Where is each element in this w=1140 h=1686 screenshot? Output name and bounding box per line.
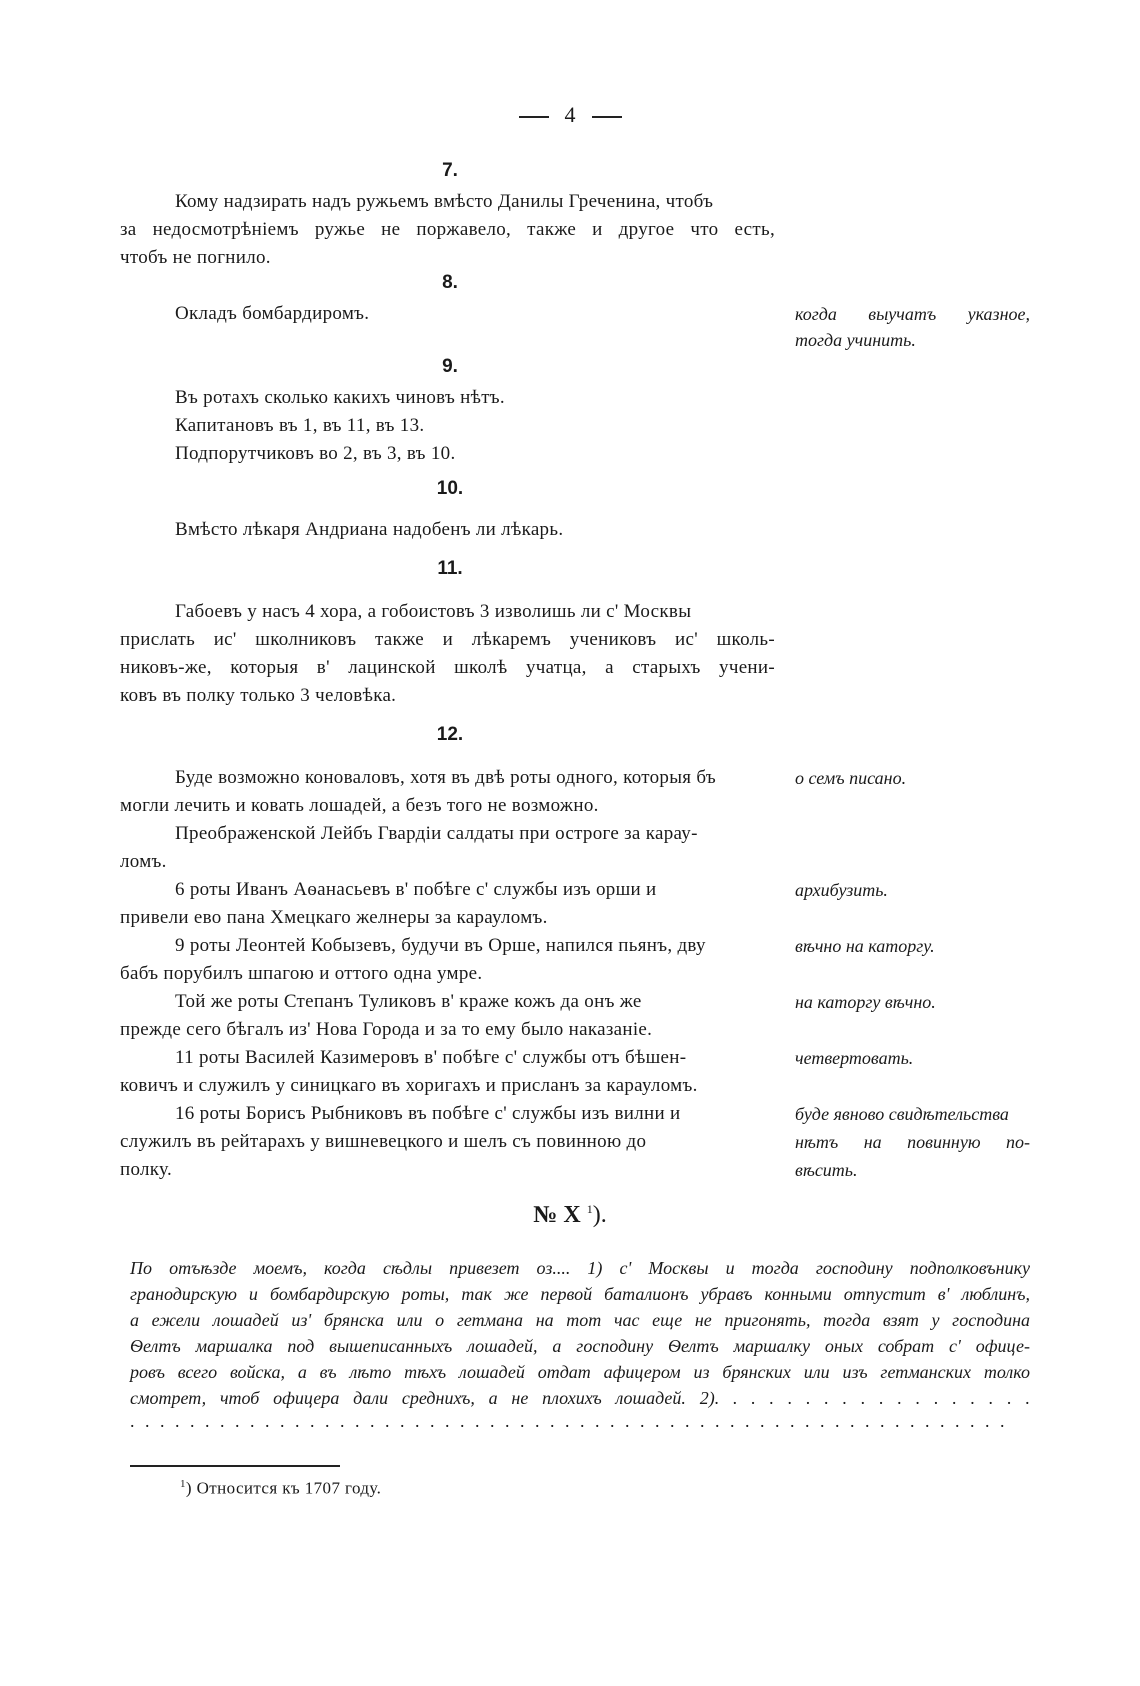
letter-line: По отъѣзде моемъ, когда сѣдлы привезет оз.... 1) с' Москвы и тогда господину подполковънику — [130, 1258, 1030, 1278]
section-text-line: чтобъ не погнило. — [120, 247, 271, 268]
heading-text: № X — [533, 1202, 581, 1228]
document-heading — [0, 1202, 1140, 1229]
section-text-line: Кому надзирать надъ ружьемъ вмѣсто Данилы Греченина, чтобъ — [175, 191, 714, 212]
margin-note: тогда учинить. — [795, 330, 916, 350]
margin-note: нѣтъ на повинную по- — [795, 1132, 1030, 1152]
section-text-line: Капитановъ въ 1, въ 11, въ 13. — [175, 415, 425, 436]
section-text-line: Габоевъ у насъ 4 хора, а гобоистовъ 3 изволишь ли с' Москвы — [175, 601, 692, 622]
entry-text-line: полку. — [120, 1159, 173, 1180]
section-text-line: Вмѣсто лѣкаря Андриана надобенъ ли лѣкарь. — [175, 519, 564, 540]
section-text-line: Въ ротахъ сколько какихъ чиновъ нѣтъ. — [175, 387, 505, 408]
entry-text-line: бабъ порубилъ шпагою и оттого одна умре. — [120, 963, 483, 984]
page-number-dash-left — [519, 116, 549, 118]
margin-note: четвертовать. — [795, 1048, 914, 1068]
margin-note: буде явново свидѣтельства — [795, 1104, 1009, 1124]
footnote-text: ) Относится къ 1707 году. — [185, 1478, 382, 1498]
section-number: 9. — [442, 356, 458, 377]
section-text-line: Буде возможно коноваловъ, хотя въ двѣ роты одного, которыя бъ — [175, 767, 716, 788]
section-text-line: Окладъ бомбардиромъ. — [175, 303, 370, 324]
letter-line: гранодирскую и бомбардирскую роты, так же первой баталионъ убравъ конными отпустит в' люблинъ, — [130, 1284, 1030, 1304]
margin-note: вѣчно на каторгу. — [795, 936, 935, 956]
page-number — [0, 102, 1140, 128]
margin-note: архибузить. — [795, 880, 888, 900]
section-text-line: никовъ-же, которыя в' лацинской школѣ учатца, а старыхъ учени- — [120, 657, 775, 678]
margin-note: о семъ писано. — [795, 768, 907, 788]
section-number: 12. — [436, 724, 464, 745]
section-number: 7. — [442, 160, 458, 181]
letter-line: а ежели лошадей из' брянска или о гетмана на тот час еще не пригонять, тогда взят у господина — [130, 1310, 1030, 1330]
ellipsis-line: . . . . . . . . . . . . . . . . . . . . . . . . . . . . . . . . . . . . . . . . . . . . . . . . . . . . . . . . . . . — [130, 1411, 1008, 1431]
entry-text-line: прежде сего бѣгалъ из' Нова Города и за то ему было наказаніе. — [120, 1019, 653, 1040]
section-text-line: Подпорутчиковъ во 2, въ 3, въ 10. — [175, 443, 456, 464]
entry-text-line: привели ево пана Хмецкаго желнеры за карауломъ. — [120, 907, 548, 928]
margin-note: вѣсить. — [795, 1160, 858, 1180]
entry-text-line: Той же роты Степанъ Туликовъ в' краже кожъ да онъ же — [175, 991, 642, 1012]
entry-text-line: ковичъ и служилъ у синицкаго въ хоригахъ и присланъ за карауломъ. — [120, 1075, 698, 1096]
section-text-line: могли лечить и ковать лошадей, а безъ того не возможно. — [120, 795, 599, 816]
entry-text-line: 6 роты Иванъ Аѳанасьевъ в' побѣге с' службы изъ орши и — [175, 879, 657, 900]
heading-suffix: ). — [592, 1202, 607, 1228]
section-number: 11. — [437, 558, 463, 579]
entry-text-line: ломъ. — [120, 851, 167, 872]
letter-line: ровъ всего войска, а въ лѣто тѣхъ лошадей отдат афицером из брянских или изъ гетманских толко — [130, 1362, 1030, 1382]
footnote-mark: 1 — [180, 1478, 186, 1490]
page-number-text: 4 — [564, 102, 576, 127]
section-text-line: прислать ис' школниковъ также и лѣкаремъ учениковъ ис' школь- — [120, 629, 775, 650]
letter-line: смотрет, чтоб офицера дали среднихъ, а не плохихъ лошадей. 2). . . . . . . . . . . . . . . . . . — [130, 1388, 1030, 1408]
footnote-reference: 1 — [586, 1202, 593, 1216]
margin-note: когда выучатъ указное, — [795, 304, 1030, 324]
entry-text-line: Преображенской Лейбъ Гвардіи салдаты при остроге за карау- — [175, 823, 698, 844]
entry-text-line: 16 роты Борисъ Рыбниковъ въ побѣге с' службы изъ вилни и — [175, 1103, 681, 1124]
entry-text-line: 11 роты Василей Казимеровъ в' побѣге с' службы отъ бѣшен- — [175, 1047, 687, 1068]
letter-line: Ѳелтъ маршалка под вышеписанныхъ лошадей, а господину Ѳелтъ маршалку оных собрат с' офице- — [130, 1336, 1030, 1356]
entry-text-line: служилъ въ рейтарахъ у вишневецкого и шелъ съ повинною до — [120, 1131, 647, 1152]
footnote-rule — [130, 1465, 340, 1467]
section-number: 10. — [436, 478, 464, 499]
entry-text-line: 9 роты Леонтей Кобызевъ, будучи въ Орше, напился пьянъ, дву — [175, 935, 706, 956]
section-number: 8. — [442, 272, 458, 293]
margin-note: на каторгу вѣчно. — [795, 992, 936, 1012]
page-number-dash-right — [592, 116, 622, 118]
footnote — [180, 1478, 381, 1499]
section-text-line: за недосмотрѣніемъ ружье не поржавело, также и другое что есть, — [120, 219, 775, 240]
section-text-line: ковъ въ полку только 3 человѣка. — [120, 685, 397, 706]
